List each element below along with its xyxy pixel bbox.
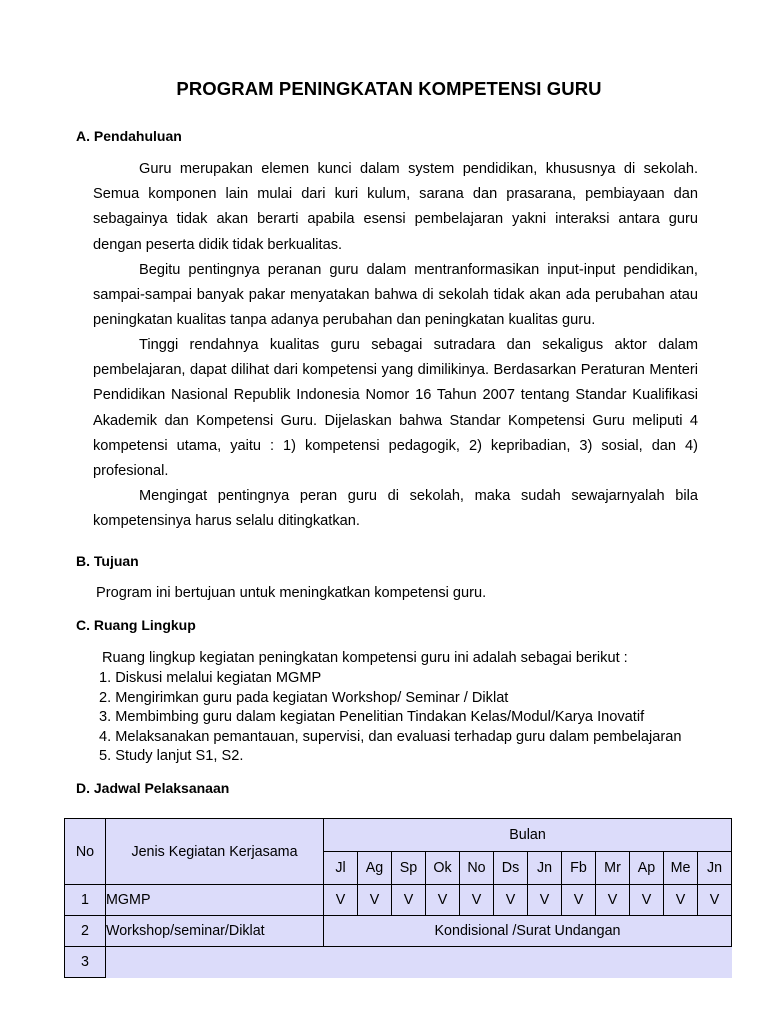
table-row: [65, 885, 732, 916]
row-empty: [106, 947, 732, 978]
month-header: Sp: [392, 852, 426, 885]
check-mark: V: [562, 885, 596, 916]
list-item: 1. Diskusi melalui kegiatan MGMP: [99, 670, 322, 686]
section-a-paragraph-1: Guru merupakan elemen kunci dalam system pendidikan, khususnya di sekolah. Semua komponen lain mulai dari kuri kulum, sarana dan prasarana, pembiayaan dan sebagainya tidak akan berarti apabila esensi pembelajaran yakni interaksi antara guru dengan peserta didik tidak berkualitas.: [93, 161, 698, 253]
check-mark: V: [528, 885, 562, 916]
section-a-paragraph-4: Mengingat pentingnya peran guru di sekolah, maka sudah sewajarnyalah bila kompetensinya harus selalu ditingkatkan.: [93, 488, 698, 530]
list-item: 2. Mengirimkan guru pada kegiatan Workshop/ Seminar / Diklat: [99, 689, 509, 706]
check-mark: V: [494, 885, 528, 916]
check-mark: V: [426, 885, 460, 916]
section-d-heading: D. Jadwal Pelaksanaan: [76, 780, 230, 796]
header-bulan: Bulan: [324, 819, 732, 852]
check-mark: V: [460, 885, 494, 916]
check-mark: V: [698, 885, 732, 916]
section-c-intro: Ruang lingkup kegiatan peningkatan kompetensi guru ini adalah sebagai berikut :: [102, 650, 628, 666]
section-a-paragraph-2: Begitu pentingnya peranan guru dalam mentranformasikan input-input pendidikan, sampai-sampai banyak pakar menyatakan bahwa di sekolah tidak akan ada perubahan atau peningkatan kualitas tanpa adanya perubahan dan peningkatan kualitas guru.: [93, 262, 698, 329]
month-header: No: [460, 852, 494, 885]
month-header: Ok: [426, 852, 460, 885]
month-header: Ds: [494, 852, 528, 885]
scope-list: [99, 669, 682, 767]
section-b-text: Program ini bertujuan untuk meningkatkan kompetensi guru.: [96, 585, 487, 601]
check-mark: V: [596, 885, 630, 916]
table-row: [65, 916, 732, 947]
header-no: No: [65, 819, 106, 885]
month-header: Jn: [528, 852, 562, 885]
row-no: 2: [65, 916, 106, 947]
month-header: Jl: [324, 852, 358, 885]
header-kegiatan: Jenis Kegiatan Kerjasama: [106, 819, 324, 885]
row-no: 3: [65, 947, 106, 978]
list-item: 4. Melaksanakan pemantauan, supervisi, dan evaluasi terhadap guru dalam pembelajaran: [99, 728, 682, 745]
check-mark: V: [358, 885, 392, 916]
section-c-heading: C. Ruang Lingkup: [76, 617, 196, 633]
schedule-table: [64, 818, 732, 978]
check-mark: V: [630, 885, 664, 916]
table-row: [65, 947, 732, 978]
month-header: Fb: [562, 852, 596, 885]
check-mark: V: [392, 885, 426, 916]
row-kegiatan: MGMP: [106, 885, 324, 916]
month-header: Ag: [358, 852, 392, 885]
section-b-heading: B. Tujuan: [76, 553, 139, 569]
document-title: PROGRAM PENINGKATAN KOMPETENSI GURU: [176, 78, 602, 99]
section-a-paragraph-3: Tinggi rendahnya kualitas guru sebagai sutradara dan sekaligus aktor dalam pembelajaran, dapat dilihat dari kompetensi yang dimilikinya. Berdasarkan Peraturan Menteri Pendidikan Nasional Republik Indonesia Nomor 16 Tahun 2007 tentang Standar Kualifikasi Akademik dan Kompetensi Guru. Dijelaskan bahwa Standar Kompetensi Guru meliputi 4 kompetensi utama, yaitu : 1) kompetensi pedagogik, 2) kepribadian, 3) sosial, dan 4) profesional.: [93, 337, 698, 480]
check-mark: V: [664, 885, 698, 916]
month-header: Me: [664, 852, 698, 885]
section-a-heading: A. Pendahuluan: [76, 128, 182, 144]
list-item: 3. Membimbing guru dalam kegiatan Penelitian Tindakan Kelas/Modul/Karya Inovatif: [99, 709, 645, 725]
check-mark: V: [324, 885, 358, 916]
list-item: 5. Study lanjut S1, S2.: [99, 748, 244, 764]
month-header: Jn: [698, 852, 732, 885]
row-no: 1: [65, 885, 106, 916]
month-header: Ap: [630, 852, 664, 885]
row-kegiatan: Workshop/seminar/Diklat: [106, 916, 324, 947]
month-header: Mr: [596, 852, 630, 885]
row-note: Kondisional /Surat Undangan: [324, 916, 732, 947]
